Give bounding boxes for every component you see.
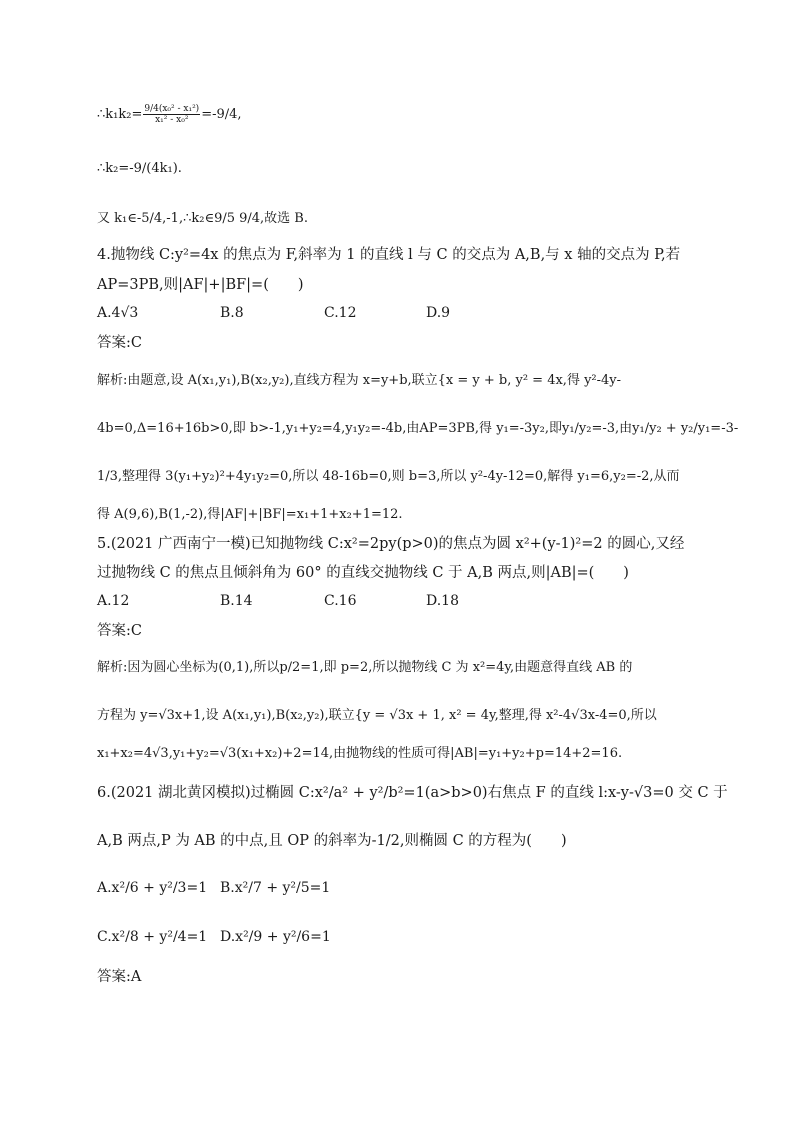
q5-solution-1: 解析:因为圆心坐标为(0,1),所以p/2=1,即 p=2,所以抛物线 C 为 x²=4y,由题意得直线 AB 的	[97, 660, 633, 675]
solution-line-k1k2	[97, 104, 734, 125]
question-6-stem: 6.(2021 湖北黄冈模拟)过椭圆 C:x²/a² + y²/b²=1(a>b>0)右焦点 F 的直线 l:x-y-√3=0 交 C 于	[97, 785, 728, 801]
q5-option-a: A.12	[97, 593, 130, 609]
q5-option-c: C.16	[324, 593, 357, 609]
q4-solution-4: 得 A(9,6),B(1,-2),得|AF|+|BF|=x₁+1+x₂+1=12.	[97, 507, 403, 522]
k2-expression: ∴k₂=-9/(4k₁).	[97, 161, 182, 176]
q6-option-a: A.x²/6 + y²/3=1	[97, 880, 208, 896]
q5-option-d: D.18	[426, 593, 459, 609]
question-6-answer: 答案:A	[97, 969, 142, 985]
k1k2-fraction	[143, 104, 200, 125]
q4-solution-1: 解析:由题意,设 A(x₁,y₁),B(x₂,y₂),直线方程为 x=y+b,联立{x = y + b, y² = 4x,得 y²-4y-	[97, 373, 622, 388]
solution-line-k2	[97, 160, 734, 178]
q4-option-c: C.12	[324, 305, 357, 321]
q4-option-a: A.4√3	[97, 305, 139, 321]
q6-option-b: B.x²/7 + y²/5=1	[220, 880, 331, 896]
question-4-answer: 答案:C	[97, 335, 142, 351]
question-4-stem	[97, 246, 734, 264]
question-5-answer: 答案:C	[97, 623, 142, 639]
question-5-stem: 5.(2021 广西南宁一模)已知抛物线 C:x²=2py(p>0)的焦点为圆 x²+(y-1)²=2 的圆心,又经	[97, 536, 685, 552]
solution-line-range	[97, 210, 734, 228]
q6-option-c: C.x²/8 + y²/4=1	[97, 929, 208, 945]
k1k2-tail: =-9/4,	[201, 107, 242, 122]
q5-solution-2: 方程为 y=√3x+1,设 A(x₁,y₁),B(x₂,y₂),联立{y = √3x + 1, x² = 4y,整理,得 x²-4√3x-4=0,所以	[97, 708, 657, 723]
question-4-text-cont: AP=3PB,则|AF|+|BF|=( )	[97, 277, 304, 293]
question-4-stem-cont	[97, 276, 734, 294]
k1k2-denominator: x₁² - x₀²	[155, 115, 189, 125]
question-4-text: 4.抛物线 C:y²=4x 的焦点为 F,斜率为 1 的直线 l 与 C 的交点为 A,B,与 x 轴的交点为 P,若	[97, 247, 681, 263]
q5-option-b: B.14	[220, 593, 253, 609]
q4-option-b: B.8	[220, 305, 244, 321]
q4-solution-2: 4b=0,Δ=16+16b>0,即 b>-1,y₁+y₂=4,y₁y₂=-4b,由AP=3PB,得 y₁=-3y₂,即y₁/y₂=-3,由y₁/y₂ + y₂/y₁=-3-	[97, 421, 739, 436]
q4-solution-3: 1/3,整理得 3(y₁+y₂)²+4y₁y₂=0,所以 48-16b=0,则 b=3,所以 y²-4y-12=0,解得 y₁=6,y₂=-2,从而	[97, 469, 680, 484]
k1k2-prefix: ∴k₁k₂=	[97, 107, 143, 122]
q6-option-d: D.x²/9 + y²/6=1	[220, 929, 331, 945]
q5-solution-3: x₁+x₂=4√3,y₁+y₂=√3(x₁+x₂)+2=14,由抛物线的性质可得|AB|=y₁+y₂+p=14+2=16.	[97, 746, 623, 761]
question-6-stem-cont: A,B 两点,P 为 AB 的中点,且 OP 的斜率为-1/2,则椭圆 C 的方程为( )	[97, 833, 567, 849]
range-expression: 又 k₁∈-5/4,-1,∴k₂∈9/5 9/4,故选 B.	[97, 211, 308, 226]
q4-option-d: D.9	[426, 305, 451, 321]
question-5-stem-cont: 过抛物线 C 的焦点且倾斜角为 60° 的直线交抛物线 C 于 A,B 两点,则|AB|=( )	[97, 565, 629, 581]
k1k2-numerator: 9/4(x₀² - x₁²)	[144, 104, 200, 114]
